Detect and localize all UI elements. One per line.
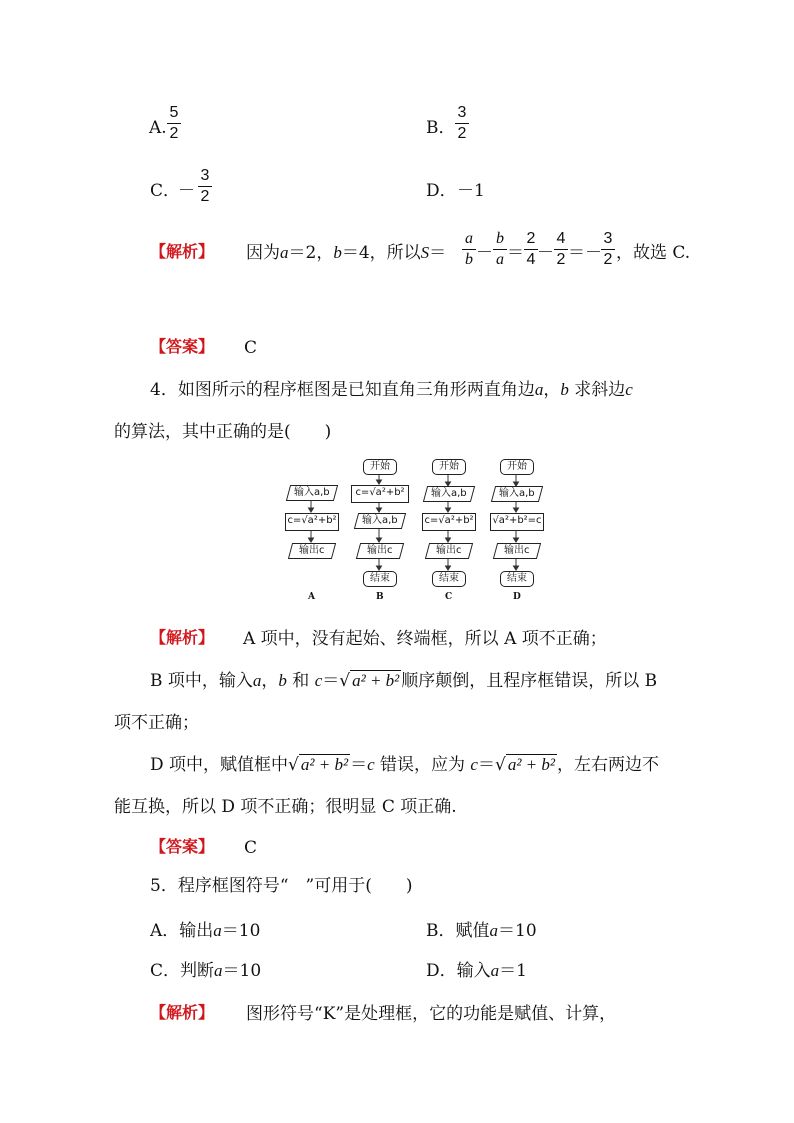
q5-option-d: D．输入a＝1 — [426, 961, 527, 981]
option-c-sign: － — [178, 181, 195, 201]
q4-analysis-line5: 能互换，所以 D 项不正确；很明显 C 项正确. — [114, 797, 457, 817]
q5-option-c: C．判断a＝10 — [150, 961, 262, 981]
q4-question-line1: 4．如图所示的程序框图是已知直角三角形两直角边a，b 求斜边c — [150, 380, 633, 400]
flow-b-assign: c=√a²+b² — [351, 485, 409, 503]
frac-3-over-2: 3 2 — [600, 230, 616, 269]
flow-c-input: 输入a,b — [423, 486, 475, 502]
q5-option-a: A．输出a＝10 — [150, 921, 261, 941]
flow-c-output: 输出c — [425, 543, 473, 559]
option-c-fraction: 3 2 — [197, 167, 213, 206]
sqrt-sign: √ — [288, 755, 299, 775]
equals-mid: ＝ — [507, 243, 524, 263]
analysis-tail: ，故选 C. — [616, 243, 691, 263]
flow-a-input: 输入a,b — [286, 485, 338, 501]
option-b-fraction: 3 2 — [454, 104, 470, 143]
analysis-text-start: 因为a＝2，b＝4，所以S＝ — [246, 243, 447, 263]
option-d-prefix: D． — [426, 181, 457, 201]
flow-label-c: C — [445, 592, 453, 602]
sqrt-sign: √ — [339, 671, 351, 691]
frac-a-over-b: a b — [461, 230, 477, 269]
q4-analysis-label: 【解析】 — [150, 628, 215, 647]
flow-c-end: 结束 — [432, 571, 466, 587]
flow-a-assign: c=√a²+b² — [285, 513, 339, 531]
analysis-label: 【解析】 — [150, 242, 215, 261]
answer-label: 【答案】 — [150, 337, 215, 356]
flow-a-output: 输出c — [288, 543, 336, 559]
q5-analysis-text: 图形符号“K”是处理框，它的功能是赋值、计算， — [246, 1004, 617, 1024]
option-c-prefix: C． — [150, 181, 181, 201]
frac-4-over-2: 4 2 — [553, 230, 569, 269]
flow-d-assign: √a²+b²=c — [490, 513, 544, 531]
q5-analysis-label: 【解析】 — [150, 1003, 215, 1022]
q4-question-line2: 的算法，其中正确的是( ) — [114, 422, 332, 442]
flowchart-figure — [280, 452, 550, 607]
flow-label-b: B — [376, 592, 384, 602]
flow-c-start: 开始 — [432, 459, 466, 475]
answer-value: C — [244, 338, 258, 358]
flow-b-output: 输出c — [356, 543, 404, 559]
q4-analysis-line2: B 项中，输入a，b 和 c＝√ a² + b² 顺序颠倒，且程序框错误，所以 B — [150, 671, 658, 691]
q4-analysis-line3: 项不正确； — [114, 713, 199, 733]
flow-d-output: 输出c — [493, 543, 541, 559]
flow-label-d: D — [513, 592, 521, 602]
q4-analysis-line1: A 项中，没有起始、终端框，所以 A 项不正确； — [243, 629, 607, 649]
q5-question: 5．程序框图符号“ ”可用于( ) — [150, 876, 413, 896]
flow-c-assign: c=√a²+b² — [422, 513, 476, 531]
flow-d-end: 结束 — [500, 571, 534, 587]
flow-b-end: 结束 — [363, 571, 397, 587]
minus-2: － — [537, 243, 554, 263]
flow-d-input: 输入a,b — [491, 486, 543, 502]
flow-b-start: 开始 — [363, 459, 397, 475]
q4-analysis-line4: D 项中，赋值框中√ a² + b² ＝c 错误，应为 c＝√ a² + b² ，左右两边不 — [150, 755, 659, 775]
option-a-prefix: A. — [149, 118, 167, 138]
q4-answer-value: C — [244, 838, 258, 858]
flow-d-start: 开始 — [500, 459, 534, 475]
q5-option-b: B．赋值a＝10 — [426, 921, 537, 941]
frac-2-over-4: 2 4 — [523, 230, 539, 269]
frac-b-over-a: b a — [492, 230, 508, 269]
option-b-prefix: B． — [426, 118, 456, 138]
equals-negative: ＝－ — [568, 243, 602, 263]
q4-answer-label: 【答案】 — [150, 837, 215, 856]
sqrt-sign: √ — [494, 755, 506, 775]
flow-b-input: 输入a,b — [354, 513, 406, 529]
minus-1: － — [476, 243, 493, 263]
flow-label-a: A — [308, 592, 315, 602]
option-d-value: －1 — [457, 181, 485, 201]
option-a-fraction: 5 2 — [166, 104, 182, 143]
